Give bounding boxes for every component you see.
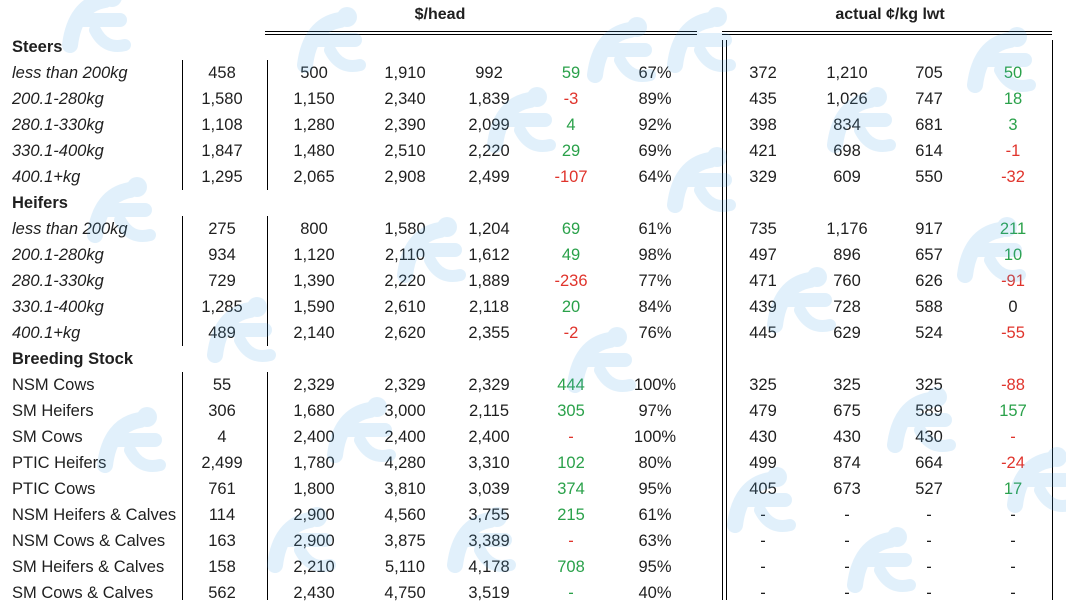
row-label: less than 200kg	[12, 64, 128, 82]
table-cell: 2,329	[384, 376, 426, 394]
table-cell: 80%	[638, 454, 672, 472]
table-cell: 2,499	[201, 454, 243, 472]
table-row	[0, 554, 1066, 580]
table-cell: 10	[1003, 246, 1023, 264]
table-cell: 4,750	[384, 584, 426, 602]
table-cell: 1,839	[468, 90, 510, 108]
table-cell: 760	[833, 272, 861, 290]
table-cell: 50	[1003, 64, 1023, 82]
table-cell: 114	[208, 506, 236, 524]
table-cell: 1,210	[826, 64, 868, 82]
table-cell: 4,178	[468, 558, 510, 576]
table-cell: 2,908	[384, 168, 426, 186]
row-label: 200.1-280kg	[12, 246, 104, 264]
table-row	[0, 502, 1066, 528]
table-row	[0, 424, 1066, 450]
table-cell: 735	[749, 220, 777, 238]
table-cell: 3,039	[468, 480, 510, 498]
table-cell: -	[1010, 558, 1016, 576]
table-cell: 2,620	[384, 324, 426, 342]
header-rule-top-right	[722, 31, 1052, 32]
table-cell: -	[926, 506, 932, 524]
table-cell: -	[760, 506, 766, 524]
section-label: Steers	[12, 38, 63, 56]
table-cell: 1,590	[293, 298, 335, 316]
row-label: 280.1-330kg	[12, 272, 104, 290]
table-cell: -	[568, 428, 574, 446]
table-row	[0, 398, 1066, 424]
table-cell: 2,499	[468, 168, 510, 186]
table-cell: 489	[208, 324, 236, 342]
table-cell: -	[1010, 532, 1016, 550]
table-cell: -88	[1001, 376, 1025, 394]
row-label: 280.1-330kg	[12, 116, 104, 134]
row-label: SM Heifers	[12, 402, 94, 420]
table-cell: 729	[208, 272, 236, 290]
table-cell: 2,220	[384, 272, 426, 290]
row-label: PTIC Cows	[12, 480, 96, 498]
table-cell: 1,780	[293, 454, 335, 472]
table-cell: 2,140	[293, 324, 335, 342]
table-cell: 458	[208, 64, 236, 82]
table-cell: 896	[833, 246, 861, 264]
table-cell: 430	[833, 428, 861, 446]
row-label: NSM Cows & Calves	[12, 532, 166, 550]
table-cell: 329	[749, 168, 777, 186]
row-label: less than 200kg	[12, 220, 128, 238]
table-cell: 497	[749, 246, 777, 264]
table-cell: 1,285	[201, 298, 243, 316]
table-cell: 439	[749, 298, 777, 316]
table-cell: 2,220	[468, 142, 510, 160]
table-cell: 69	[561, 220, 581, 238]
table-cell: 17	[1003, 480, 1023, 498]
table-row	[0, 476, 1066, 502]
table-cell: 444	[557, 376, 585, 394]
table-cell: 49	[561, 246, 581, 264]
table-cell: 2,110	[384, 246, 426, 264]
table-cell: 2,900	[293, 532, 335, 550]
table-cell: 2,430	[293, 584, 335, 602]
table-row	[0, 112, 1066, 138]
table-cell: 1,612	[468, 246, 510, 264]
table-cell: 629	[833, 324, 861, 342]
table-cell: 18	[1003, 90, 1023, 108]
table-cell: 1,580	[201, 90, 243, 108]
table-cell: 275	[208, 220, 236, 238]
table-cell: 95%	[638, 558, 672, 576]
table-cell: 2,065	[293, 168, 335, 186]
table-cell: -	[926, 584, 932, 602]
table-cell: 59	[561, 64, 581, 82]
table-cell: 2,900	[293, 506, 335, 524]
table-cell: 430	[749, 428, 777, 446]
row-label: SM Cows & Calves	[12, 584, 154, 602]
table-cell: 1,390	[293, 272, 335, 290]
table-cell: -107	[554, 168, 588, 186]
table-row	[0, 60, 1066, 86]
table-cell: 20	[561, 298, 581, 316]
table-cell: 917	[915, 220, 943, 238]
table-cell: 325	[833, 376, 861, 394]
table-cell: -3	[563, 90, 579, 108]
table-cell: 479	[749, 402, 777, 420]
table-cell: 435	[749, 90, 777, 108]
row-label: 400.1+kg	[12, 324, 81, 342]
table-cell: 61%	[638, 506, 672, 524]
table-cell: 992	[475, 64, 503, 82]
table-cell: 0	[1008, 298, 1018, 316]
table-row	[0, 86, 1066, 112]
table-cell: 55	[212, 376, 232, 394]
table-row	[0, 580, 1066, 606]
row-label: SM Heifers & Calves	[12, 558, 165, 576]
table-cell: -	[568, 584, 574, 602]
table-cell: 2,329	[293, 376, 335, 394]
table-cell: 61%	[638, 220, 672, 238]
table-cell: 664	[915, 454, 943, 472]
table-cell: 398	[749, 116, 777, 134]
table-cell: 445	[749, 324, 777, 342]
table-cell: 67%	[638, 64, 672, 82]
table-cell: 3,810	[384, 480, 426, 498]
table-cell: 374	[557, 480, 585, 498]
table-cell: 2,610	[384, 298, 426, 316]
table-cell: -236	[554, 272, 588, 290]
table-cell: 2,400	[293, 428, 335, 446]
row-label: 330.1-400kg	[12, 298, 104, 316]
table-cell: -	[1010, 506, 1016, 524]
table-cell: 3,310	[468, 454, 510, 472]
table-cell: 2,210	[293, 558, 335, 576]
table-cell: 800	[300, 220, 328, 238]
section-header-row	[0, 346, 1066, 372]
header-cents-per-kg: actual ¢/kg lwt	[835, 6, 945, 23]
table-cell: 64%	[638, 168, 672, 186]
table-cell: 305	[557, 402, 585, 420]
table-row	[0, 242, 1066, 268]
table-cell: 2,329	[468, 376, 510, 394]
table-cell: 1,120	[293, 246, 335, 264]
table-cell: 306	[208, 402, 236, 420]
table-cell: 728	[833, 298, 861, 316]
table-cell: 1,026	[826, 90, 868, 108]
table-cell: 708	[557, 558, 585, 576]
table-cell: 527	[915, 480, 943, 498]
table-cell: -24	[1001, 454, 1025, 472]
table-cell: 2,115	[468, 402, 510, 420]
table-cell: 157	[999, 402, 1027, 420]
table-cell: 1,580	[384, 220, 426, 238]
table-cell: 1,800	[293, 480, 335, 498]
section-label: Heifers	[12, 194, 68, 212]
table-cell: 1,204	[468, 220, 510, 238]
table-cell: 3,755	[468, 506, 510, 524]
table-cell: 1,910	[384, 64, 426, 82]
table-cell: 589	[915, 402, 943, 420]
table-cell: 4	[217, 428, 227, 446]
table-cell: 2,510	[384, 142, 426, 160]
table-cell: 3,875	[384, 532, 426, 550]
table-cell: 609	[833, 168, 861, 186]
table-cell: 550	[915, 168, 943, 186]
table-cell: 29	[561, 142, 581, 160]
table-cell: 471	[749, 272, 777, 290]
table-cell: 562	[208, 584, 236, 602]
table-cell: 588	[915, 298, 943, 316]
table-row	[0, 164, 1066, 190]
table-cell: 421	[749, 142, 777, 160]
table-cell: -	[1010, 584, 1016, 602]
table-cell: -	[1010, 428, 1016, 446]
table-cell: -	[844, 532, 850, 550]
table-cell: 77%	[638, 272, 672, 290]
table-cell: 698	[833, 142, 861, 160]
table-cell: 675	[833, 402, 861, 420]
table-cell: 325	[749, 376, 777, 394]
table-row	[0, 372, 1066, 398]
table-cell: 97%	[638, 402, 672, 420]
table-cell: 163	[208, 532, 236, 550]
table-cell: 3	[1008, 116, 1018, 134]
table-cell: 761	[208, 480, 236, 498]
table-cell: 934	[208, 246, 236, 264]
table-cell: 874	[833, 454, 861, 472]
table-cell: 1,295	[201, 168, 243, 186]
table-cell: 705	[915, 64, 943, 82]
table-cell: 2,400	[468, 428, 510, 446]
table-cell: 1,680	[293, 402, 335, 420]
table-cell: 673	[833, 480, 861, 498]
table-cell: -32	[1001, 168, 1025, 186]
table-cell: -91	[1001, 272, 1025, 290]
table-cell: 4	[566, 116, 576, 134]
table-cell: 211	[999, 220, 1027, 238]
table-cell: 3,519	[468, 584, 510, 602]
table-cell: 4,280	[384, 454, 426, 472]
row-label: NSM Heifers & Calves	[12, 506, 177, 524]
table-cell: -	[568, 532, 574, 550]
table-cell: 1,280	[293, 116, 335, 134]
row-label: 200.1-280kg	[12, 90, 104, 108]
table-cell: 500	[300, 64, 328, 82]
table-cell: 2,118	[468, 298, 510, 316]
table-cell: 681	[915, 116, 943, 134]
table-cell: 2,340	[384, 90, 426, 108]
table-row	[0, 268, 1066, 294]
table-cell: 1,889	[468, 272, 510, 290]
table-cell: 499	[749, 454, 777, 472]
table-cell: 84%	[638, 298, 672, 316]
table-cell: 4,560	[384, 506, 426, 524]
table-cell: 69%	[638, 142, 672, 160]
table-cell: 100%	[633, 428, 677, 446]
table-cell: 92%	[638, 116, 672, 134]
table-cell: 1,480	[293, 142, 335, 160]
table-cell: 1,847	[201, 142, 243, 160]
table-cell: 2,400	[384, 428, 426, 446]
table-cell: 372	[749, 64, 777, 82]
row-label: 400.1+kg	[12, 168, 81, 186]
table-cell: -	[760, 584, 766, 602]
table-cell: 215	[557, 506, 585, 524]
row-label: SM Cows	[12, 428, 83, 446]
table-cell: 405	[749, 480, 777, 498]
table-cell: -	[844, 558, 850, 576]
table-cell: 657	[915, 246, 943, 264]
table-cell: 626	[915, 272, 943, 290]
table-cell: 102	[557, 454, 585, 472]
section-header-row	[0, 34, 1066, 60]
table-row	[0, 528, 1066, 554]
table-cell: 158	[208, 558, 236, 576]
table-cell: 524	[915, 324, 943, 342]
table-cell: -	[760, 558, 766, 576]
table-cell: 40%	[638, 584, 672, 602]
header-rule-top	[265, 31, 697, 32]
table-cell: 3,000	[384, 402, 426, 420]
table-cell: -	[844, 584, 850, 602]
row-label: NSM Cows	[12, 376, 95, 394]
table-cell: 2,355	[468, 324, 510, 342]
table-cell: -	[760, 532, 766, 550]
table-cell: 100%	[633, 376, 677, 394]
table-cell: -	[926, 532, 932, 550]
table-row	[0, 450, 1066, 476]
table-cell: 98%	[638, 246, 672, 264]
table-cell: 5,110	[384, 558, 426, 576]
table-cell: 95%	[638, 480, 672, 498]
table-cell: 834	[833, 116, 861, 134]
table-cell: 2,099	[468, 116, 510, 134]
section-header-row	[0, 190, 1066, 216]
table-cell: -1	[1005, 142, 1021, 160]
table-cell: 63%	[638, 532, 672, 550]
header-dollars-per-head: $/head	[414, 6, 466, 23]
table-cell: -	[926, 558, 932, 576]
table-cell: -55	[1001, 324, 1025, 342]
table-cell: 3,389	[468, 532, 510, 550]
table-cell: -2	[563, 324, 579, 342]
row-label: 330.1-400kg	[12, 142, 104, 160]
table-row	[0, 138, 1066, 164]
table-cell: 614	[915, 142, 943, 160]
table-cell: 76%	[638, 324, 672, 342]
table-cell: 430	[915, 428, 943, 446]
table-row	[0, 320, 1066, 346]
table-row	[0, 294, 1066, 320]
table-cell: 2,390	[384, 116, 426, 134]
table-cell: 1,176	[826, 220, 868, 238]
table-cell: 1,150	[293, 90, 335, 108]
table-cell: 89%	[638, 90, 672, 108]
table-cell: -	[844, 506, 850, 524]
section-label: Breeding Stock	[12, 350, 134, 368]
table-row	[0, 216, 1066, 242]
row-label: PTIC Heifers	[12, 454, 107, 472]
table-cell: 1,108	[201, 116, 243, 134]
table-cell: 747	[915, 90, 943, 108]
table-cell: 325	[915, 376, 943, 394]
